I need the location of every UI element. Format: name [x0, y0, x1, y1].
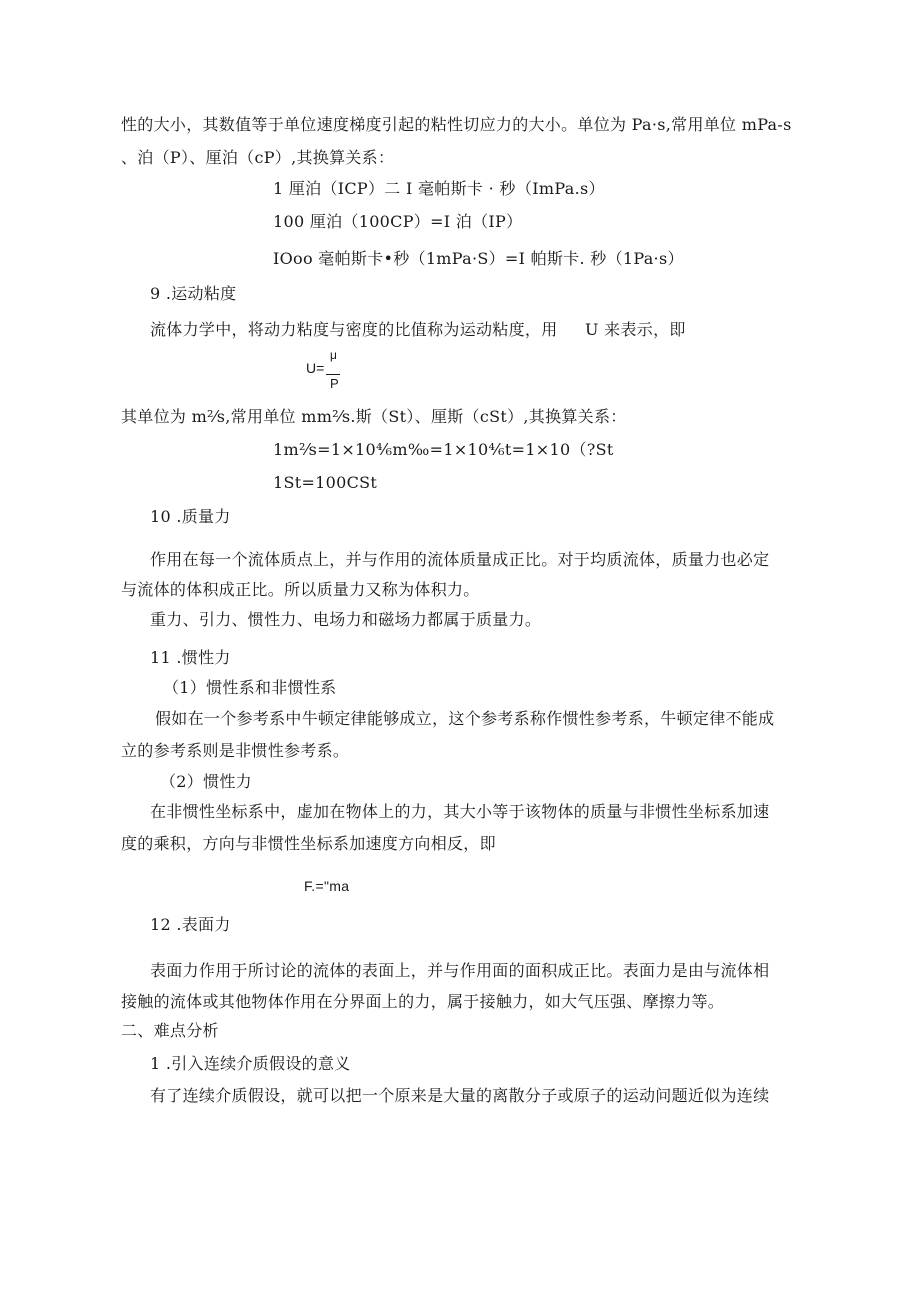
paragraph-line: 有了连续介质假设，就可以把一个原来是大量的离散分子或原子的运动问题近似为连续 — [150, 1086, 770, 1105]
section-heading: 12 .表面力 — [150, 915, 231, 934]
paragraph-line: 性的大小，其数值等于单位速度梯度引起的粘性切应力的大小。单位为 Pa·s,常用单位 mPa-s — [121, 115, 792, 134]
subsection-heading: （1）惯性系和非惯性系 — [163, 678, 337, 697]
paragraph-line: 作用在每一个流体质点上，并与作用的流体质量成正比。对于均质流体，质量力也必定 — [150, 550, 770, 569]
paragraph-line: 、泊（P）、厘泊（cP）,其换算关系： — [121, 148, 395, 167]
paragraph-line: 在非惯性坐标系中，虚加在物体上的力，其大小等于该物体的质量与非惯性坐标系加速 — [150, 802, 770, 821]
paragraph-line: 度的乘积，方向与非惯性坐标系加速度方向相反，即 — [121, 834, 496, 853]
formula-denominator: P — [330, 376, 339, 391]
conversion-line: 1St=100CSt — [273, 473, 378, 492]
paragraph-line: 接触的流体或其他物体作用在分界面上的力，属于接触力，如大气压强、摩擦力等。 — [121, 992, 725, 1011]
paragraph-line: 假如在一个参考系中牛顿定律能够成立，这个参考系称作惯性参考系，牛顿定律不能成 — [155, 709, 775, 728]
paragraph-line: 立的参考系则是非惯性参考系。 — [121, 741, 350, 760]
formula-lhs: U= — [306, 360, 325, 376]
paragraph-line: 其单位为 m²⁄s,常用单位 mm²⁄s.斯（St）、厘斯（cSt）,其换算关系： — [121, 407, 627, 426]
fraction-bar — [326, 374, 340, 375]
paragraph-line: 流体力学中，将动力粘度与密度的比值称为运动粘度，用 — [150, 320, 558, 339]
conversion-line: （ImPa.s） — [516, 179, 605, 198]
paragraph-line: U 来表示，即 — [585, 320, 686, 339]
conversion-line: 100 厘泊（100CP）=I 泊（IP） — [273, 212, 523, 231]
paragraph-line: 表面力作用于所讨论的流体的表面上，并与作用面的面积成正比。表面力是由与流体相 — [150, 961, 770, 980]
chapter-section-heading: 二、难点分析 — [121, 1021, 219, 1040]
inertia-force-formula: F.="ma — [304, 878, 350, 894]
subsection-heading: （2）惯性力 — [160, 772, 252, 791]
paragraph-line: 重力、引力、惯性力、电场力和磁场力都属于质量力。 — [150, 610, 542, 629]
section-heading: 11 .惯性力 — [150, 648, 231, 667]
conversion-line: 1m²⁄s=1×10⁴⁄₆m‰=1×10⁴⁄₆t=1×10（?St — [273, 440, 614, 459]
conversion-line: 1 厘泊（ICP）二 I 毫帕斯卡 · 秒 — [273, 179, 516, 198]
section-heading: 10 .质量力 — [150, 507, 231, 526]
formula-numerator: μ — [330, 348, 337, 362]
conversion-line: IOoo 毫帕斯卡•秒（1mPa·S）=I 帕斯卡. 秒（1Pa·s） — [273, 249, 684, 268]
section-heading: 1 .引入连续介质假设的意义 — [150, 1054, 351, 1073]
paragraph-line: 与流体的体积成正比。所以质量力又称为体积力。 — [121, 580, 480, 599]
section-heading: 9 .运动粘度 — [150, 284, 237, 303]
